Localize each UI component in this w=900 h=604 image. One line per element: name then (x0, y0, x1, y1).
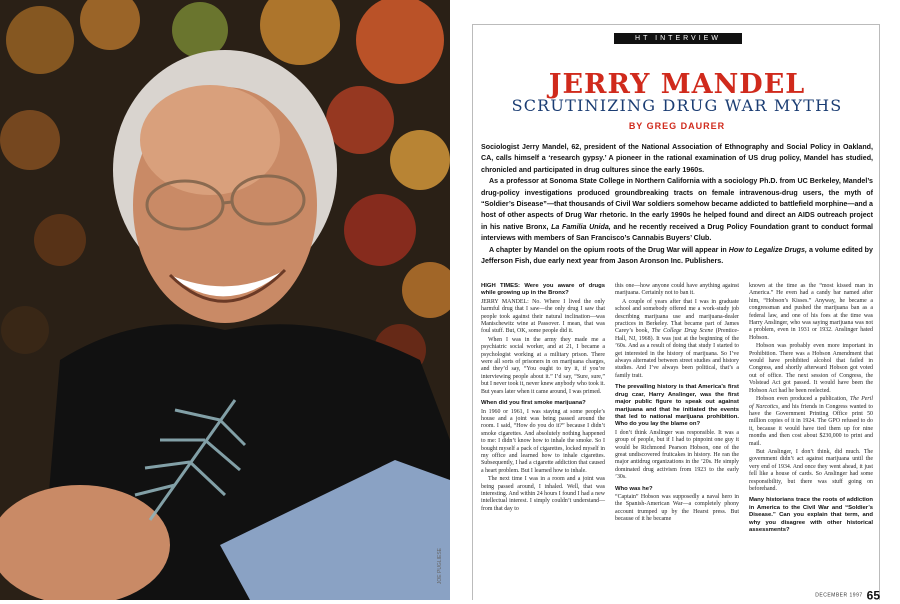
intro-paragraph: As a professor at Sonoma State College in Northern California with a sociology Ph.D. from UC Berkeley, Mandel’s drug-policy investigations produced groundbreaking tracts on female intravenous-drug users, the myth of “Soldier’s Disease”—that thousands of Civil War soldiers somehow became addicted to battlefield morphine—and a host of other aspects of Drug War rhetoric. In the early 1990s he helped found and direct an AIDS outreach project in his native Bronx, La Familia Unida, and he recently received a Drug Policy Foundation grant to conduct formal interviews with members of San Francisco’s Cannabis Buyers’ Club. (481, 177, 873, 243)
interview-question: When did you first smoke marijuana? (481, 400, 586, 407)
portrait-photo (0, 0, 450, 600)
section-kicker: HT INTERVIEW (614, 33, 742, 44)
interview-question: Many historians trace the roots of addiction in America to the Civil War and “Soldier’s Disease.” Can you explain that term, and why you disagree with other historical assessments? (749, 497, 873, 533)
interview-answer: “Captain” Hobson was supposedly a naval hero in the Spanish-American War—a completely phony account trumped up by the Hearst press. But because of it he became (615, 493, 739, 523)
body-column-2 (615, 283, 739, 525)
intro-paragraph: A chapter by Mandel on the opium roots of the Drug War will appear in How to Legalize Drugs, a volume edited by Jefferson Fish, due early next year from Jason Aronson Inc. Publishers. (481, 245, 873, 266)
body-column-1 (481, 283, 605, 514)
interview-answer: The next time I was in a room and a joint was being passed around, I inhaled. Well, that was interesting. And within 24 hours I found I had a new intellectual interest. I simply couldn’t understand—from that day to (481, 476, 605, 512)
article-title: JERRY MANDEL (548, 69, 806, 100)
interview-question: Who was he? (615, 485, 653, 492)
interview-answer: known at the time as the “most kissed man in America.” He even had a candy bar named after him, “Hobson’s Kisses.” Anyway, he became a congressman and pushed the marijuana ban as a federal law, and one of his foes at the time was Harry Anslinger, who was saying marijuana was not a problem, even in 1931 or 1932. Anslinger hated Hobson. (749, 283, 873, 341)
page-gutter (450, 0, 472, 600)
byline: BY GREG DAURER (628, 121, 726, 131)
interview-answer: Hobson even produced a publication, The Peril of Narcotics, and his friends in Congress wanted to have the Government Printing Office print 50 million copies of it in 1924. The GPO refused to do it, because it would have tied them up for nine months and then cost about $230,000 to print and mail. (749, 396, 873, 447)
article-page (472, 24, 880, 603)
interview-answer: this one—how anyone could have anything against marijuana. Certainly not to ban it. (615, 283, 739, 297)
interview-answer: Hobson was probably even more important in Prohibition. There was a Hobson Amendment that would have prohibited alcohol that failed in Congress, and shortly afterward Hobson got voted out of office. The next session of Congress, the Volstead Act got passed. It would have been the Hobson Act had he been reelected. (749, 343, 873, 394)
interview-answer: But Anslinger, I don’t think, did much. The government didn’t act against marijuana until the very end of 1934. And once they went ahead, it just fell like a house of cards. So Anslinger had some responsibility, but there was stuff going on beforehand. (749, 448, 873, 492)
interview-question: HIGH TIMES: Were you aware of drugs while growing up in the Bronx? (481, 283, 605, 297)
photo-credit: JOE PUGLIESE (437, 548, 443, 585)
interview-answer: JERRY MANDEL: No. Where I lived the only harmful drug that I saw—the only drug I saw that people took against their natural inclination—was Manischewitz wine at Passover. I mean, that was foul stuff. But, OK, some people did it. (481, 298, 605, 335)
interview-question: The prevailing history is that America’s first drug czar, Harry Anslinger, was the first major public figure to speak out against marijuana and that he initiated the events that led to national marijuana prohibition. Who do you lay the blame on? (615, 384, 739, 428)
article-subtitle: SCRUTINIZING DRUG WAR MYTHS (511, 96, 843, 115)
intro-paragraph: Sociologist Jerry Mandel, 62, president of the National Association of Ethnography and Social Policy in Oakland, CA, calls himself a ‘research gypsy.’ A pioneer in the rational examination of US drug policy, Mandel has studied, chronicled and participated in drug cultures since the early 1960s. (481, 143, 873, 174)
portrait-illustration (0, 0, 450, 600)
body-column-3 (749, 283, 873, 535)
interview-answer: In 1960 or 1961, I was staying at some people’s house and a joint was being passed around the room. I said, “How do you do it?” because I didn’t smoke cigarettes. And absolutely nothing happened to me: I didn’t know how to inhale the smoke. So I bought myself a pack of cigarettes, locked myself in my office and learned how to inhale cigarettes. Subsequently, I had a cigarette addiction that caused a heart problem. But I learned how to inhale. (481, 408, 605, 474)
page-number: 65 (866, 588, 880, 603)
interview-answer: When I was in the army they made me a psychiatric social worker, and at 21, I became a psychologist working at a military prison. There were all sorts of prisoners in on marijuana charges, and they’d say, “You ought to try it, if you’re interviewing people about it.” I’d say, “Sure, sure,” but I never took it, never knew anybody who took it. But years later when it came around, I was primed. (481, 336, 606, 395)
intro-text (481, 142, 873, 267)
interview-answer: I don’t think Anslinger was responsible. It was a group of people, but if I had to pinpoint one guy it would be Richmond Pearson Hobson, one of the great undiscovered fruitcakes in history. He ran the major antidrug organizations in the ’20s. He simply dominated drug activism from 1923 to the early ’30s. (615, 429, 739, 481)
interview-answer: A couple of years after that I was in graduate school and somebody offered me a work-study job describing marijuana use and marijuana-dealer practices in Berkeley. That became part of James Carey’s book, The College Drug Scene (Prentice-Hall, NJ, 1968). It was just at the beginning of the ’60s. And as a result of doing that study I started to get interested in the history of marijuana. So I’ve always alternated between street studies and history studies. And I’ve always been political, that’s a family trait. (615, 298, 739, 379)
folio-month: DECEMBER 1997 (815, 592, 863, 599)
page-folio (800, 586, 880, 604)
